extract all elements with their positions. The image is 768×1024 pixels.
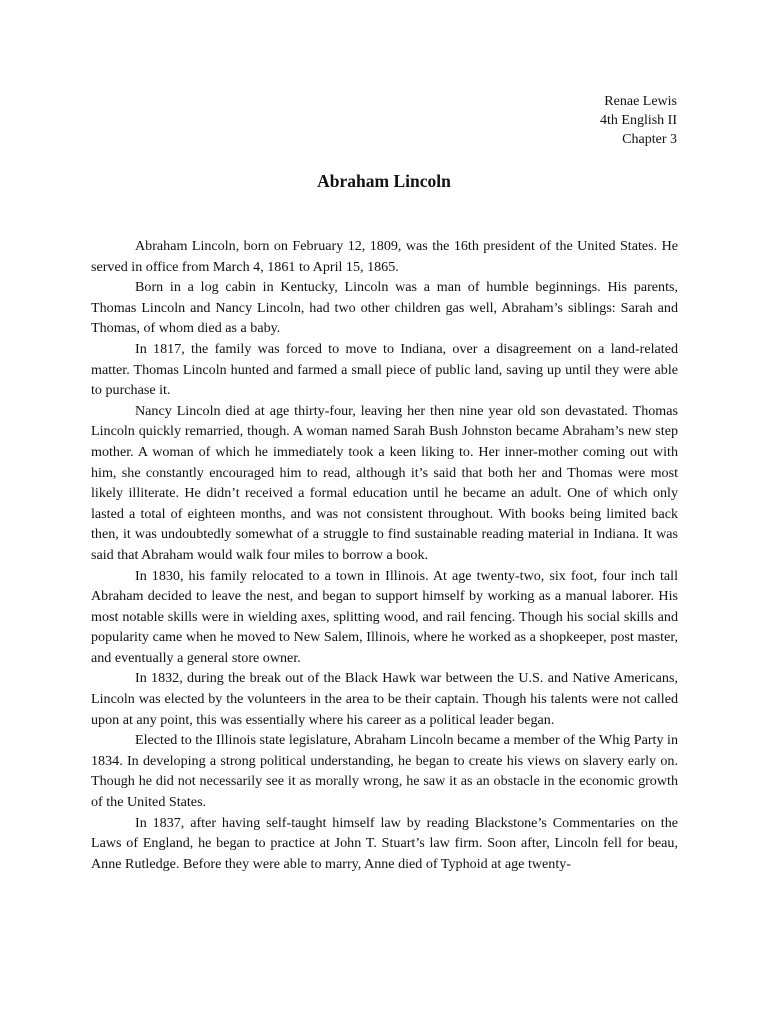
paragraph: Nancy Lincoln died at age thirty-four, leaving her then nine year old son devastated. Thomas Lincoln quickly remarried, though. A woman named Sarah Bush Johnston became Abraham’s new step mother. A woman of which he immediately took a keen liking to. Her inner-mother coming out with him, she constantly encouraged him to read, although it’s said that both her and Thomas were most likely illiterate. He didn’t received a formal education until he became an adult. One of which only lasted a total of eighteen months, and was not consistent throughout. With books being limited back then, it was undoubtedly somewhat of a struggle to find sustainable reading material in Indiana. It was said that Abraham would walk four miles to borrow a book. xyxy=(91,402,678,563)
paragraph: Abraham Lincoln, born on February 12, 1809, was the 16th president of the United States. He served in office from March 4, 1861 to April 15, 1865. xyxy=(91,238,678,275)
paragraph: Elected to the Illinois state legislature, Abraham Lincoln became a member of the Whig Party in 1834. In developing a strong political understanding, he began to create his views on slavery early on. Though he did not necessarily see it as morally wrong, he saw it as an obstacle in the economic growth of the United States. xyxy=(91,732,678,811)
author-name: Renae Lewis xyxy=(604,94,677,109)
paragraph: Born in a log cabin in Kentucky, Lincoln was a man of humble beginnings. His parents, Thomas Lincoln and Nancy Lincoln, had two other children gas well, Abraham’s siblings: Sarah and Thomas, of whom died as a baby. xyxy=(91,279,678,337)
class-name: 4th English II xyxy=(600,113,677,128)
document-title: Abraham Lincoln xyxy=(317,171,451,191)
chapter-label: Chapter 3 xyxy=(622,132,677,147)
paragraph: In 1817, the family was forced to move to Indiana, over a disagreement on a land-related matter. Thomas Lincoln hunted and farmed a small piece of public land, saving up until they were able to purchase it. xyxy=(91,340,678,399)
paragraph: In 1837, after having self-taught himself law by reading Blackstone’s Commentaries on the Laws of England, he began to practice at John T. Stuart’s law firm. Soon after, Lincoln fell for beau, Anne Rutledge. Before they were able to marry, Anne died of Typhoid at age twenty- xyxy=(91,814,678,872)
paragraph: In 1832, during the break out of the Black Hawk war between the U.S. and Native Americans, Lincoln was elected by the volunteers in the area to be their captain. Though his talents were not called upon at any point, this was essentially where his career as a political leader began. xyxy=(91,670,678,728)
paragraph: In 1830, his family relocated to a town in Illinois. At age twenty-two, six foot, four inch tall Abraham decided to leave the nest, and began to support himself by working as a manual laborer. His most notable skills were in wielding axes, splitting wood, and rail fencing. Though his social skills and popularity came when he moved to New Salem, Illinois, where he worked as a shopkeeper, post master, and eventually a general store owner. xyxy=(91,567,678,666)
header-block xyxy=(600,92,677,149)
document-body xyxy=(91,236,678,874)
